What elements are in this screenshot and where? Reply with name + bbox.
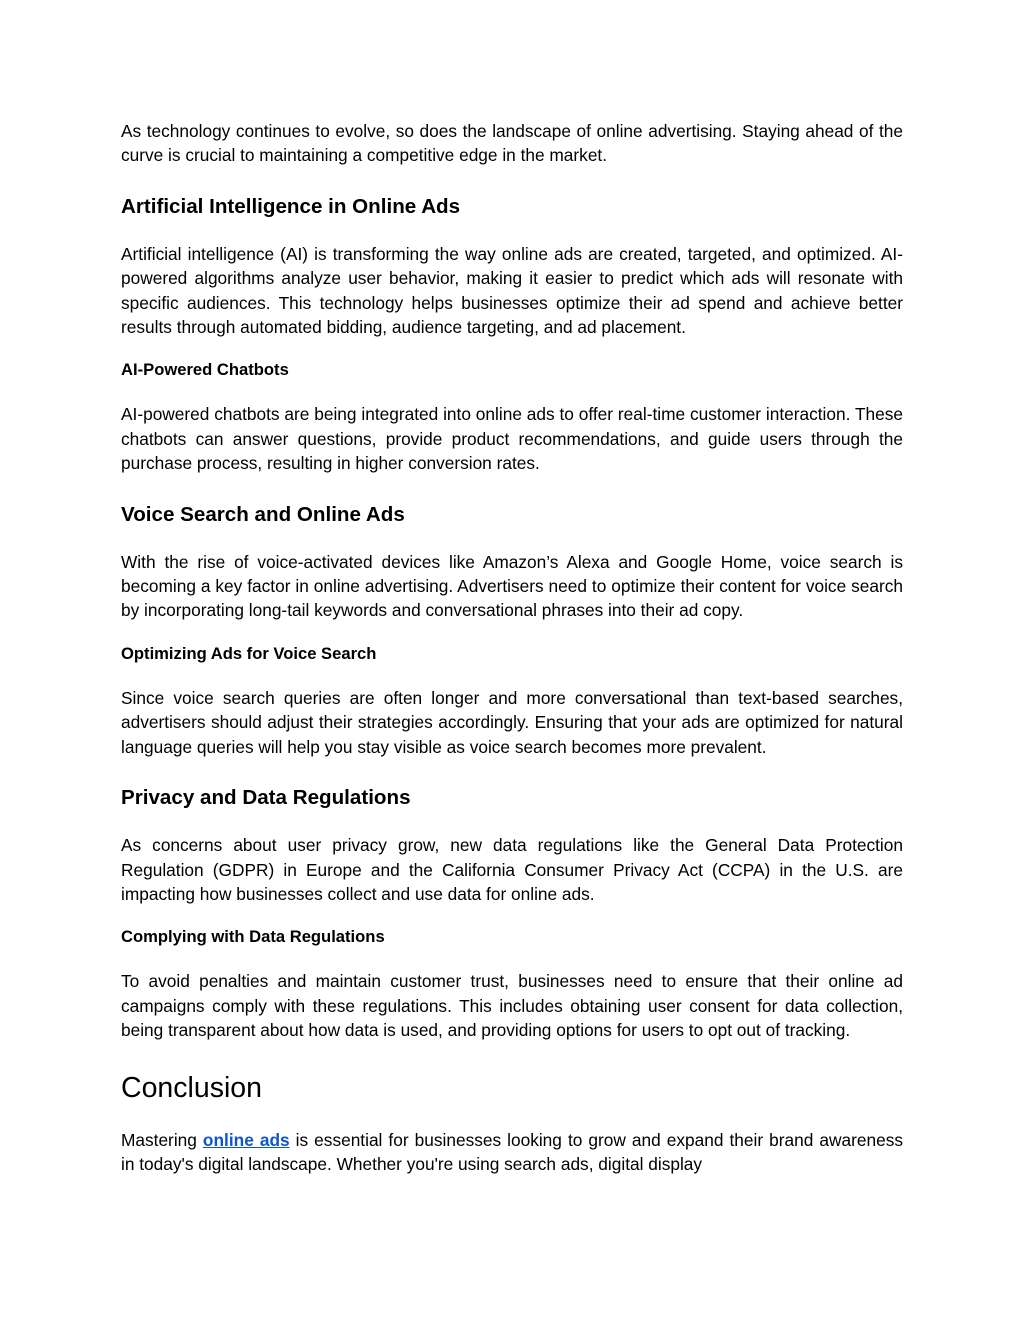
section-heading-ai: Artificial Intelligence in Online Ads	[121, 194, 461, 218]
conclusion-heading: Conclusion	[121, 1071, 262, 1104]
subheading-complying: Complying with Data Regulations	[121, 927, 385, 947]
subheading-chatbots: AI-Powered Chatbots	[121, 360, 289, 380]
document-page	[121, 117, 903, 1176]
privacy-paragraph: As concerns about user privacy grow, new data regulations like the General Data Protection Regulation (GDPR) in Europe and the California Consumer Privacy Act (CCPA) in the U.S. are impacting how businesses collect and use data for online ads.	[121, 835, 903, 904]
voice-optimizing-paragraph: Since voice search queries are often longer and more conversational than text-based searches, advertisers should adjust their strategies accordingly. Ensuring that your ads are optimized for natural language queries will help you stay visible as voice search becomes more prevalent.	[121, 687, 903, 757]
complying-paragraph: To avoid penalties and maintain customer trust, businesses need to ensure that their online ad campaigns comply with these regulations. This includes obtaining user consent for data collection, being transparent about how data is used, and providing options for users to opt out of tracking.	[121, 971, 903, 1041]
subheading-voice-optimizing: Optimizing Ads for Voice Search	[121, 643, 377, 663]
conclusion-text-after: is essential for businesses looking to grow and expand their brand awareness in today's digital landscape. Whether you're using search ads, digital display	[121, 1129, 903, 1174]
conclusion-text-before: Mastering	[121, 1129, 203, 1150]
chatbots-paragraph: AI-powered chatbots are being integrated into online ads to offer real-time customer interaction. These chatbots can answer questions, provide product recommendations, and guide users through the purchase process, resulting in higher conversion rates.	[121, 404, 903, 474]
voice-paragraph: With the rise of voice-activated devices like Amazon’s Alexa and Google Home, voice search is becoming a key factor in online advertising. Advertisers need to optimize their content for voice search by incorporating long-tail keywords and conversational phrases into their ad copy.	[121, 551, 903, 621]
conclusion-paragraph	[121, 1128, 903, 1177]
intro-paragraph: As technology continues to evolve, so does the landscape of online advertising. Staying ahead of the curve is crucial to maintaining a competitive edge in the market.	[121, 121, 903, 166]
online-ads-link[interactable]: online ads	[202, 1129, 290, 1150]
section-heading-voice: Voice Search and Online Ads	[121, 502, 405, 526]
ai-paragraph: Artificial intelligence (AI) is transforming the way online ads are created, targeted, and optimized. AI-powered algorithms analyze user behavior, making it easier to predict which ads will resonate with specific audiences. This technology helps businesses optimize their ad spend and achieve better results through automated bidding, audience targeting, and ad placement.	[121, 243, 903, 338]
section-heading-privacy: Privacy and Data Regulations	[121, 786, 411, 810]
